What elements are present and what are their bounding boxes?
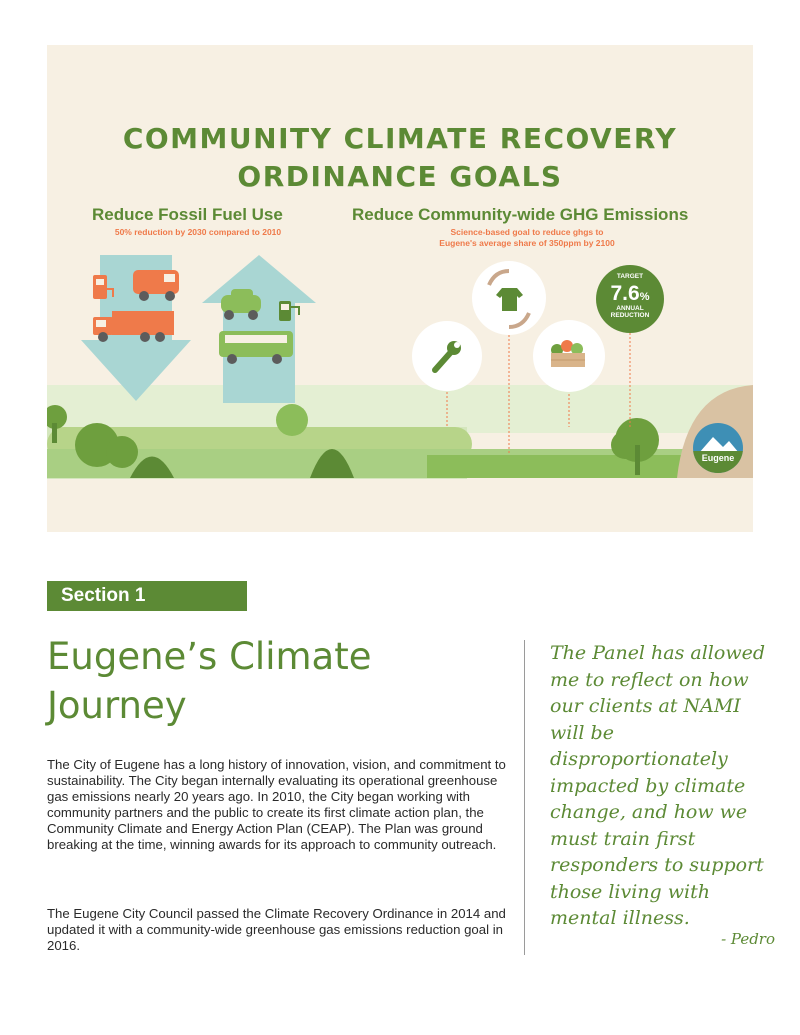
climate-goals-infographic: [47, 45, 753, 532]
goal2-heading: Reduce Community-wide GHG Emissions: [352, 205, 689, 224]
target-value-row: [596, 283, 664, 304]
target-badge: [596, 265, 664, 333]
column-divider: [524, 640, 525, 955]
body-paragraph-1: The City of Eugene has a long history of innovation, vision, and commitment to sustainability. The City began internally evaluating its operational greenhouse gas emissions nearly 20 years ago. In 2010, the City began working with community partners and the public to create its first climate action plan, the Community Climate and Energy Action Plan (CEAP). The Plan was ground breaking at the time, winning awards for its approach to community outreach.: [47, 757, 506, 852]
quote-author: - Pedro: [721, 930, 775, 948]
target-caption1: ANNUAL: [616, 304, 644, 312]
up-arrow-icon: [202, 255, 316, 403]
target-unit: %: [639, 290, 650, 303]
pull-quote: The Panel has allowed me to reflect on how our clients at NAMI will be disproportionately impacted by climate change, and how we must train first responders to support those living with mental illness.: [550, 642, 765, 929]
goal2-subtitle: [407, 227, 647, 249]
body-paragraph-2: The Eugene City Council passed the Climate Recovery Ordinance in 2014 and updated it with a community-wide greenhouse gas emissions reduction goal in 2016.: [47, 906, 506, 953]
page-title: Eugene’s Climate Journey: [47, 635, 372, 727]
mountain-icon: [693, 423, 743, 473]
infographic-title-line2: ORDINANCE GOALS: [237, 160, 563, 193]
goal1-heading: Reduce Fossil Fuel Use: [92, 205, 283, 224]
infographic-title-line1: COMMUNITY CLIMATE RECOVERY: [122, 122, 678, 155]
target-value: 7.6: [610, 281, 640, 305]
goal2-subtitle-line2: Eugene's average share of 350ppm by 2100: [439, 238, 615, 249]
goal2-subtitle-line1: Science-based goal to reduce ghgs to: [450, 227, 604, 237]
eugene-logo: [693, 423, 743, 473]
target-caption2: REDUCTION: [610, 312, 650, 319]
charger-icon: [279, 301, 299, 321]
logo-text: Eugene: [701, 453, 735, 463]
goal1-subtitle: 50% reduction by 2030 compared to 2010: [114, 227, 282, 237]
section-label: Section 1: [47, 581, 247, 611]
target-label: TARGET: [616, 273, 644, 280]
